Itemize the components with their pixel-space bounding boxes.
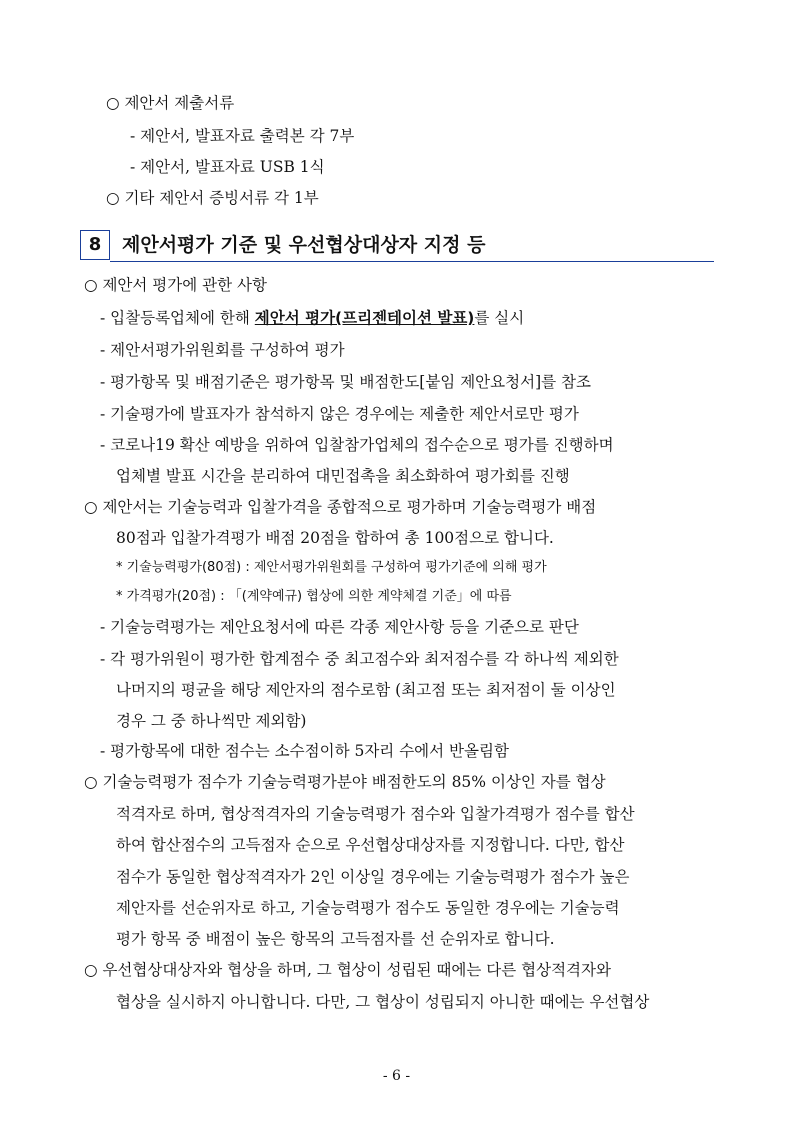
paragraph-line: - 기술평가에 발표자가 참석하지 않은 경우에는 제출한 제안서로만 평가: [100, 405, 579, 423]
paragraph-line: 적격자로 하며, 협상적격자의 기술능력평가 점수와 입찰가격평가 점수를 합산: [116, 805, 635, 823]
text-segment: 를 실시: [474, 309, 525, 327]
paragraph-line: 하여 합산점수의 고득점자 순으로 우선협상대상자를 지정합니다. 다만, 합산: [116, 836, 625, 854]
paragraph-line: - 코로나19 확산 예방을 위하여 입찰참가업체의 접수순으로 평가를 진행하며: [100, 436, 614, 454]
list-item: ○ 기타 제안서 증빙서류 각 1부: [106, 189, 319, 207]
list-item: ○ 제안서 제출서류: [106, 94, 235, 112]
paragraph-line: - 각 평가위원이 평가한 합계점수 중 최고점수와 최저점수를 각 하나씩 제외한: [100, 650, 619, 668]
emphasized-text: 제안서 평가(프리젠테이션 발표): [254, 309, 475, 327]
list-item: - 제안서, 발표자료 USB 1식: [130, 158, 325, 176]
footnote-line: * 기술능력평가(80점) : 제안서평가위원회를 구성하여 평가기준에 의해 평가: [116, 560, 547, 575]
section-header: [80, 230, 714, 262]
paragraph-line: - 평가항목에 대한 점수는 소수점이하 5자리 수에서 반올림함: [100, 742, 509, 760]
paragraph-line: - 기술능력평가는 제안요청서에 따른 각종 제안사항 등을 기준으로 판단: [100, 618, 579, 636]
paragraph-line: ○ 제안서는 기술능력과 입찰가격을 종합적으로 평가하며 기술능력평가 배점: [84, 498, 597, 516]
list-item: - 제안서, 발표자료 출력본 각 7부: [130, 127, 355, 145]
paragraph-line: ○ 제안서 평가에 관한 사항: [84, 276, 267, 294]
paragraph-line: 80점과 입찰가격평가 배점 20점을 합하여 총 100점으로 합니다.: [116, 529, 554, 547]
paragraph-line: 점수가 동일한 협상적격자가 2인 이상일 경우에는 기술능력평가 점수가 높은: [116, 868, 630, 886]
footnote-line: * 가격평가(20점) : 「(계약예규) 협상에 의한 계약체결 기준」에 따름: [116, 589, 512, 604]
paragraph-line: 업체별 발표 시간을 분리하여 대민접촉을 최소화하여 평가회를 진행: [116, 467, 570, 485]
section-title: 제안서평가 기준 및 우선협상대상자 지정 등: [122, 234, 486, 256]
text-segment: - 입찰등록업체에 한해: [100, 309, 255, 327]
paragraph-line: - 제안서평가위원회를 구성하여 평가: [100, 341, 345, 359]
paragraph-line: ○ 기술능력평가 점수가 기술능력평가분야 배점한도의 85% 이상인 자를 협상: [84, 773, 606, 791]
paragraph-line: ○ 우선협상대상자와 협상을 하며, 그 협상이 성립된 때에는 다른 협상적격자와: [84, 961, 611, 979]
section-rule: [110, 261, 714, 263]
paragraph-line: 나머지의 평균을 해당 제안자의 점수로함 (최고점 또는 최저점이 둘 이상인: [116, 681, 616, 699]
page-number: - 6 -: [382, 1068, 411, 1084]
paragraph-line: 평가 항목 중 배점이 높은 항목의 고득점자를 선 순위자로 합니다.: [116, 930, 555, 948]
paragraph-line: 제안자를 선순위자로 하고, 기술능력평가 점수도 동일한 경우에는 기술능력: [116, 899, 620, 917]
paragraph-line: - 평가항목 및 배점기준은 평가항목 및 배점한도[붙임 제안요청서]를 참조: [100, 373, 591, 391]
paragraph-line: [100, 307, 524, 329]
paragraph-line: 협상을 실시하지 아니합니다. 다만, 그 협상이 성립되지 아니한 때에는 우선협상: [116, 993, 650, 1011]
paragraph-line: 경우 그 중 하나씩만 제외함): [116, 712, 307, 730]
section-number: 8: [80, 230, 110, 260]
